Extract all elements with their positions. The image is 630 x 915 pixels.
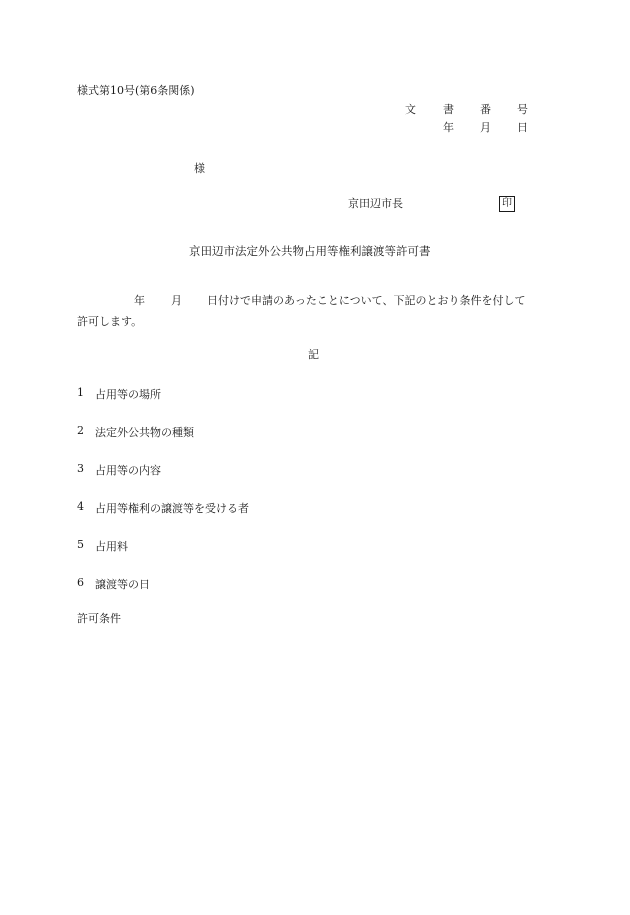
date-line	[405, 121, 535, 139]
body-line-1	[77, 290, 557, 311]
body-text-2: 許可します。	[77, 315, 143, 328]
item-number: 5	[77, 538, 84, 551]
item-number: 6	[77, 576, 84, 589]
date-month: 月	[480, 121, 491, 134]
item-label: 占用料	[95, 540, 128, 553]
body-year: 年	[134, 294, 145, 307]
seal-mark: 印	[499, 196, 515, 212]
doc-number-char: 号	[517, 103, 528, 116]
date-day: 日	[517, 121, 528, 134]
conditions-label: 許可条件	[77, 612, 121, 625]
document-meta	[405, 103, 535, 139]
doc-number-char: 文	[405, 103, 416, 116]
document-title: 京田辺市法定外公共物占用等権利譲渡等許可書	[189, 244, 431, 258]
ki-heading: 記	[308, 348, 319, 361]
body-paragraph	[77, 290, 557, 332]
item-label: 占用等権利の譲渡等を受ける者	[95, 502, 249, 515]
item-label: 占用等の内容	[95, 464, 161, 477]
form-number: 様式第10号(第6条関係)	[77, 84, 195, 97]
doc-number-char: 番	[480, 103, 491, 116]
item-number: 3	[77, 462, 84, 475]
issuer-name: 京田辺市長	[348, 197, 403, 210]
addressee-suffix: 様	[194, 162, 205, 175]
item-label: 占用等の場所	[95, 388, 161, 401]
item-number: 2	[77, 424, 84, 437]
date-year: 年	[443, 121, 454, 134]
doc-number-char: 書	[443, 103, 454, 116]
item-label: 譲渡等の日	[95, 578, 150, 591]
document-number-line	[405, 103, 535, 121]
item-number: 1	[77, 386, 84, 399]
item-number: 4	[77, 500, 84, 513]
body-month: 月	[171, 294, 182, 307]
item-label: 法定外公共物の種類	[95, 426, 194, 439]
body-text-1: 日付けで申請のあったことについて、下記のとおり条件を付して	[207, 294, 526, 307]
